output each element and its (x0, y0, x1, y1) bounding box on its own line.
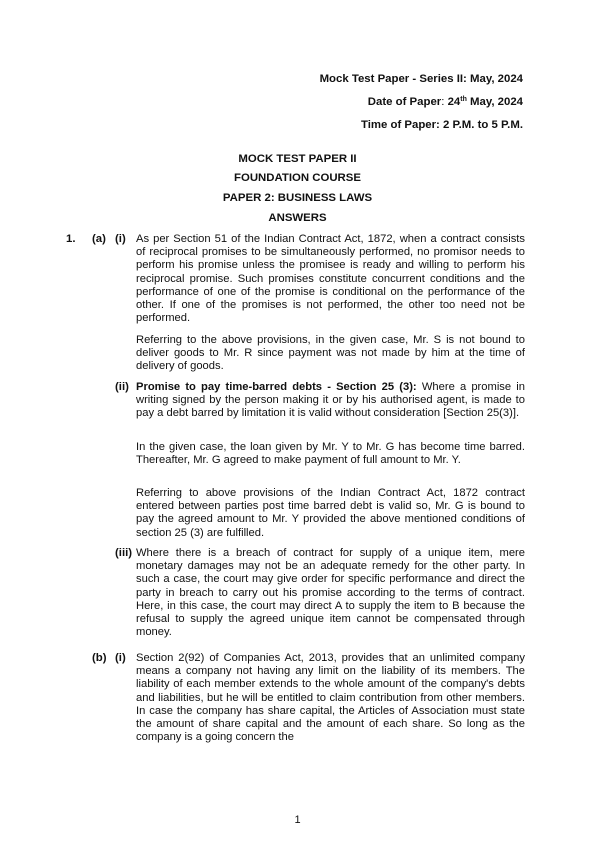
answer-a-iii-para1: Where there is a breach of contract for supply of a unique item, mere monetary damages may not be an adequate remedy for the other party. In such a case, the court may give order for specific performance and direct the party in breach to carry out his promise according to the terms of contract. Here, in this case, the court may direct A to supply the item to B because the refusal to supply the agreed unique item cannot be compensated through money. (136, 547, 525, 639)
answer-b-i-para1: Section 2(92) of Companies Act, 2013, provides that an unlimited company means a company not having any limit on the liability of its members. The liability of each member extends to the whole amount of the company's debts and liabilities, but he will be entitled to claim contribution from other members. In case the company has share capital, the Articles of Association must state the amount of share capital and the amount of each share. So long as the company is a going concern the (136, 652, 525, 744)
answer-a-ii-para3: Referring to above provisions of the Indian Contract Act, 1872 contract entered between parties post time barred debt is valid so, Mr. G is bound to pay the agreed amount to Mr. Y provided the above mentioned conditions of section 25 (3) are fulfilled. (136, 487, 525, 539)
answer-a-i-para2: Referring to the above provisions, in the given case, Mr. S is not bound to deliver goods to Mr. R since payment was not made by him at the time of delivery of goods. (136, 334, 525, 373)
label-b: (b) (92, 652, 107, 664)
label-b-i: (i) (115, 652, 126, 664)
answer-a-ii-para2: In the given case, the loan given by Mr. Y to Mr. G has become time barred. Thereafter, Mr. G agreed to make payment of full amount to Mr. Y. (136, 441, 525, 467)
date-suffix: th (460, 96, 467, 103)
title-foundation: FOUNDATION COURSE (234, 172, 361, 184)
title-mock-test: MOCK TEST PAPER II (238, 153, 357, 165)
title-paper: PAPER 2: BUSINESS LAWS (222, 192, 373, 204)
label-a-i: (i) (115, 233, 126, 245)
answer-a-ii-heading: Promise to pay time-barred debts - Section 25 (3): (136, 381, 417, 393)
answer-a-ii-text: Where a promise in writing signed by the person making it or by his authorised agent, is made to pay a debt barred by limitation it is valid without consideration [Section 25(3)]. (136, 381, 525, 420)
answer-a-ii-para1 (136, 381, 525, 421)
label-a-iii: (iii) (115, 547, 133, 559)
date-line (368, 96, 523, 108)
label-a: (a) (92, 233, 106, 245)
date-day: 24 (447, 96, 461, 108)
page-number: 1 (294, 814, 301, 826)
series-line: Mock Test Paper - Series II: May, 2024 (319, 73, 523, 85)
date-separator: : (441, 96, 445, 108)
label-a-ii: (ii) (115, 381, 129, 393)
time-line: Time of Paper: 2 P.M. to 5 P.M. (360, 119, 523, 131)
answer-a-i-para1: As per Section 51 of the Indian Contract Act, 1872, when a contract consists of reciprocal promises to be simultaneously performed, no promisor needs to perform his promise unless the promisee is ready and willing to perform his reciprocal promise. Such promises constitute concurrent conditions and the performance of one of the promise is conditional on the performance of the other. If one of the promises is not performed, the other too need not be performed. (136, 233, 525, 325)
title-answers: ANSWERS (268, 212, 327, 224)
date-rest: May, 2024 (466, 96, 523, 108)
date-label: Date of Paper (367, 96, 442, 108)
question-number: 1. (66, 233, 76, 245)
